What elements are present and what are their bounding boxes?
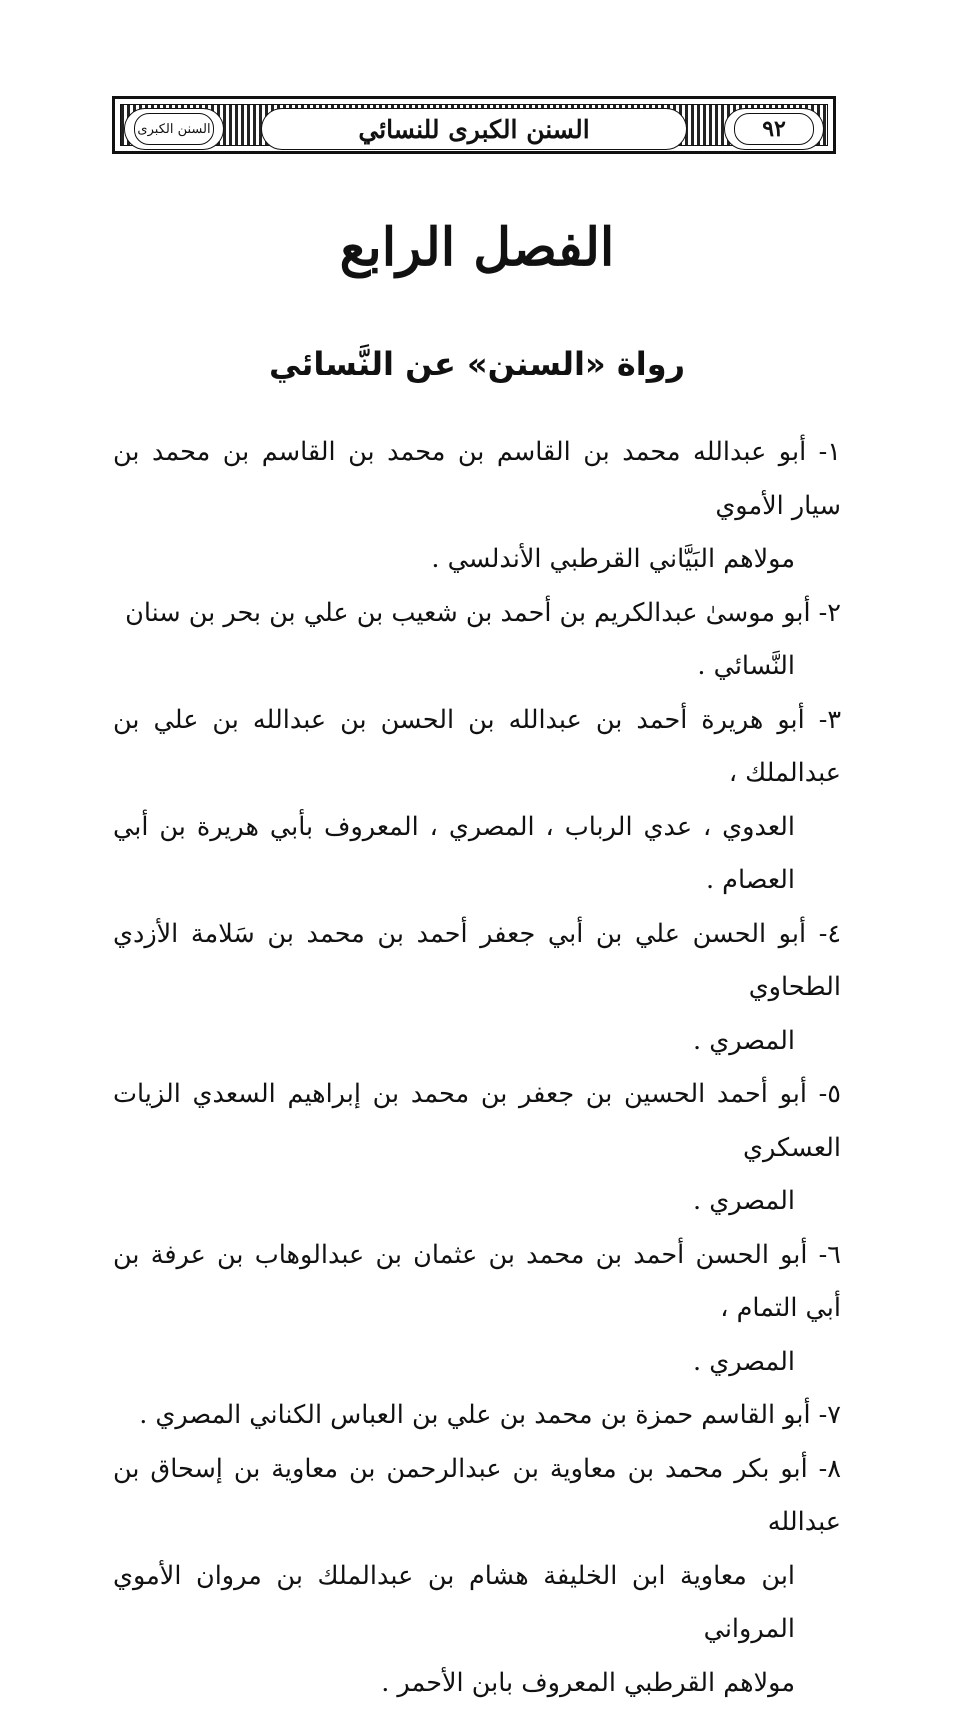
item-text-line: أبو موسىٰ عبدالكريم بن أحمد بن شعيب بن علي بن بحر بن سنان (125, 598, 810, 628)
item-number: ٥- (819, 1079, 841, 1109)
item-text-continuation: ابن معاوية ابن الخليفة هشام بن عبدالملك بن مروان الأموي المرواني (113, 1550, 841, 1657)
book-emblem-cartouche (124, 108, 224, 150)
item-text-line: أبو عبدالله محمد بن القاسم بن محمد بن القاسم بن محمد بن سيار الأموي (113, 437, 841, 521)
item-text-continuation: مولاهم البَيَّاني القرطبي الأندلسي . (113, 533, 841, 587)
item-number: ٢- (819, 598, 841, 628)
book-title-cartouche (261, 108, 687, 150)
page-number: ٩٢ (762, 118, 786, 140)
item-number: ١- (819, 437, 841, 467)
list-item (113, 908, 841, 1069)
item-number: ٦- (819, 1240, 841, 1270)
item-text-continuation: النَّسائي . (113, 640, 841, 694)
item-text-line: أبو الحسن علي بن أبي جعفر أحمد بن محمد بن سَلامة الأزدي الطحاوي (113, 919, 841, 1003)
chapter-title: الفصل الرابع (0, 222, 954, 274)
book-title: السنن الكبرى للنسائي (358, 115, 589, 144)
item-text-continuation: مولاهم القرطبي المعروف بابن الأحمر . (113, 1657, 841, 1710)
item-text-line: أبو القاسم حمزة بن محمد بن علي بن العباس الكناني المصري . (139, 1400, 810, 1430)
list-item (113, 587, 841, 694)
item-number: ٣- (819, 705, 841, 735)
item-number: ٤- (819, 919, 841, 949)
item-text-line: أبو بكر محمد بن معاوية بن عبدالرحمن بن معاوية بن إسحاق بن عبدالله (113, 1454, 841, 1538)
section-title: رواة «السنن» عن النَّسائي (0, 348, 954, 380)
running-header (112, 96, 836, 154)
book-emblem (134, 113, 214, 145)
list-item (113, 1389, 841, 1443)
page-number-cartouche (724, 108, 824, 150)
list-item (113, 426, 841, 587)
narrators-list (113, 426, 841, 1710)
header-ornamental-band (120, 104, 828, 146)
page-number-ring (734, 113, 814, 145)
item-number: ٧- (819, 1400, 841, 1430)
item-text-continuation: المصري . (113, 1175, 841, 1229)
item-text-line: أبو الحسن أحمد بن محمد بن عثمان بن عبدالوهاب بن عرفة بن أبي التمام ، (113, 1240, 841, 1324)
book-emblem-text: السنن الكبرى (137, 123, 210, 136)
item-text-line: أبو أحمد الحسين بن جعفر بن محمد بن إبراهيم السعدي الزيات العسكري (113, 1079, 841, 1163)
list-item (113, 1443, 841, 1710)
list-item (113, 1068, 841, 1229)
list-item (113, 1229, 841, 1390)
list-item (113, 694, 841, 908)
item-text-line: أبو هريرة أحمد بن عبدالله بن الحسن بن عبدالله بن علي بن عبدالملك ، (113, 705, 841, 789)
item-text-continuation: المصري . (113, 1336, 841, 1390)
item-number: ٨- (819, 1454, 841, 1484)
item-text-continuation: المصري . (113, 1015, 841, 1069)
item-text-continuation: العدوي ، عدي الرباب ، المصري ، المعروف بأبي هريرة بن أبي العصام . (113, 801, 841, 908)
